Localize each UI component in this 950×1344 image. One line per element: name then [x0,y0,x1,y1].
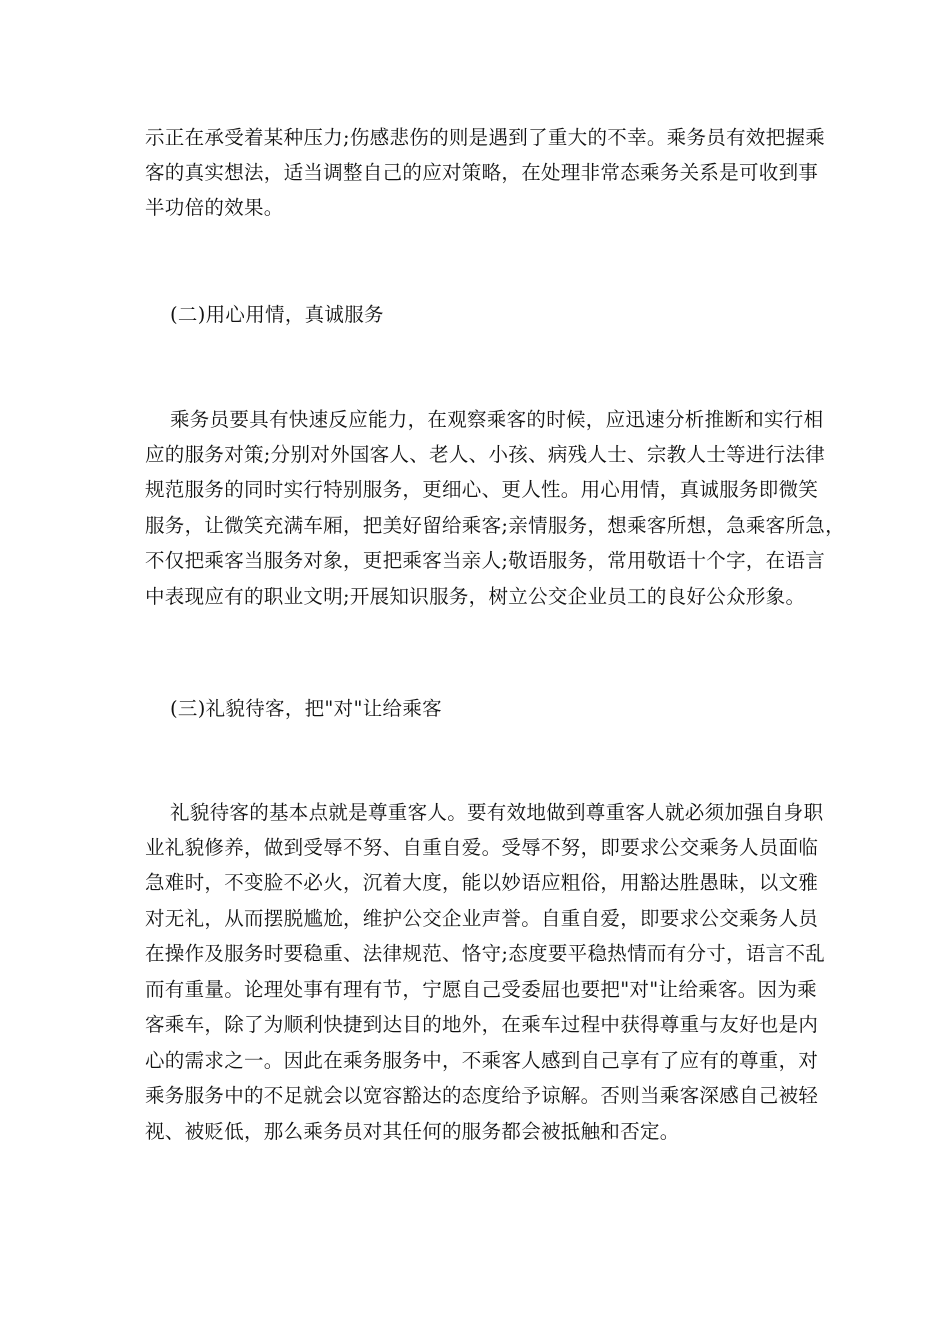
paragraph-3-line-9: 乘务服务中的不足就会以宽容豁达的态度给予谅解。否则当乘客深感自己被轻 [145,1084,819,1107]
paragraph-3-line-3: 急难时，不变脸不必火，沉着大度，能以妙语应粗俗，用豁达胜愚昧，以文雅 [145,871,819,894]
section-heading-2: (二)用心用情，真诚服务 [170,303,384,326]
paragraph-2-line-5: 不仅把乘客当服务对象，更把乘客当亲人;敬语服务，常用敬语十个字，在语言 [145,549,826,572]
paragraph-3-line-2: 业礼貌修养，做到受辱不努、自重自爱。受辱不努，即要求公交乘务人员面临 [145,836,819,859]
paragraph-3-line-4: 对无礼，从而摆脱尴尬，维护公交企业声誉。自重自爱，即要求公交乘务人员 [145,907,819,930]
paragraph-2-line-6: 中表现应有的职业文明;开展知识服务，树立公交企业员工的良好公众形象。 [145,585,806,608]
paragraph-3-line-8: 心的需求之一。因此在乘务服务中，不乘客人感到自己享有了应有的尊重，对 [145,1049,819,1072]
paragraph-2-line-1: 乘务员要具有快速反应能力，在观察乘客的时候，应迅速分析推断和实行相 [170,408,824,431]
paragraph-2-line-3: 规范服务的同时实行特别服务，更细心、更人性。用心用情，真诚服务即微笑 [145,478,819,501]
section-heading-3: (三)礼貌待客，把"对"让给乘客 [170,697,442,720]
paragraph-3-line-7: 客乘车，除了为顺利快捷到达目的地外，在乘车过程中获得尊重与友好也是内 [145,1013,819,1036]
paragraph-3-line-1: 礼貌待客的基本点就是尊重客人。要有效地做到尊重客人就必须加强自身职 [170,801,824,824]
paragraph-2-line-4: 服务，让微笑充满车厢，把美好留给乘客;亲情服务，想乘客所想，急乘客所急， [145,514,845,537]
paragraph-3-line-10: 视、被贬低，那么乘务员对其任何的服务都会被抵触和否定。 [145,1120,680,1143]
paragraph-2-line-2: 应的服务对策;分别对外国客人、老人、小孩、病残人士、宗教人士等进行法律 [145,443,826,466]
paragraph-3-line-5: 在操作及服务时要稳重、法律规范、恪守;态度要平稳热情而有分寸，语言不乱 [145,942,826,965]
paragraph-1-line-1: 示正在承受着某种压力;伤感悲伤的则是遇到了重大的不幸。乘务员有效把握乘 [145,126,826,149]
paragraph-1-line-2: 客的真实想法，适当调整自己的应对策略，在处理非常态乘务关系是可收到事 [145,161,819,184]
paragraph-1-line-3: 半功倍的效果。 [145,196,284,219]
paragraph-3-line-6: 而有重量。论理处事有理有节，宁愿自己受委屈也要把"对"让给乘客。因为乘 [145,978,817,1001]
